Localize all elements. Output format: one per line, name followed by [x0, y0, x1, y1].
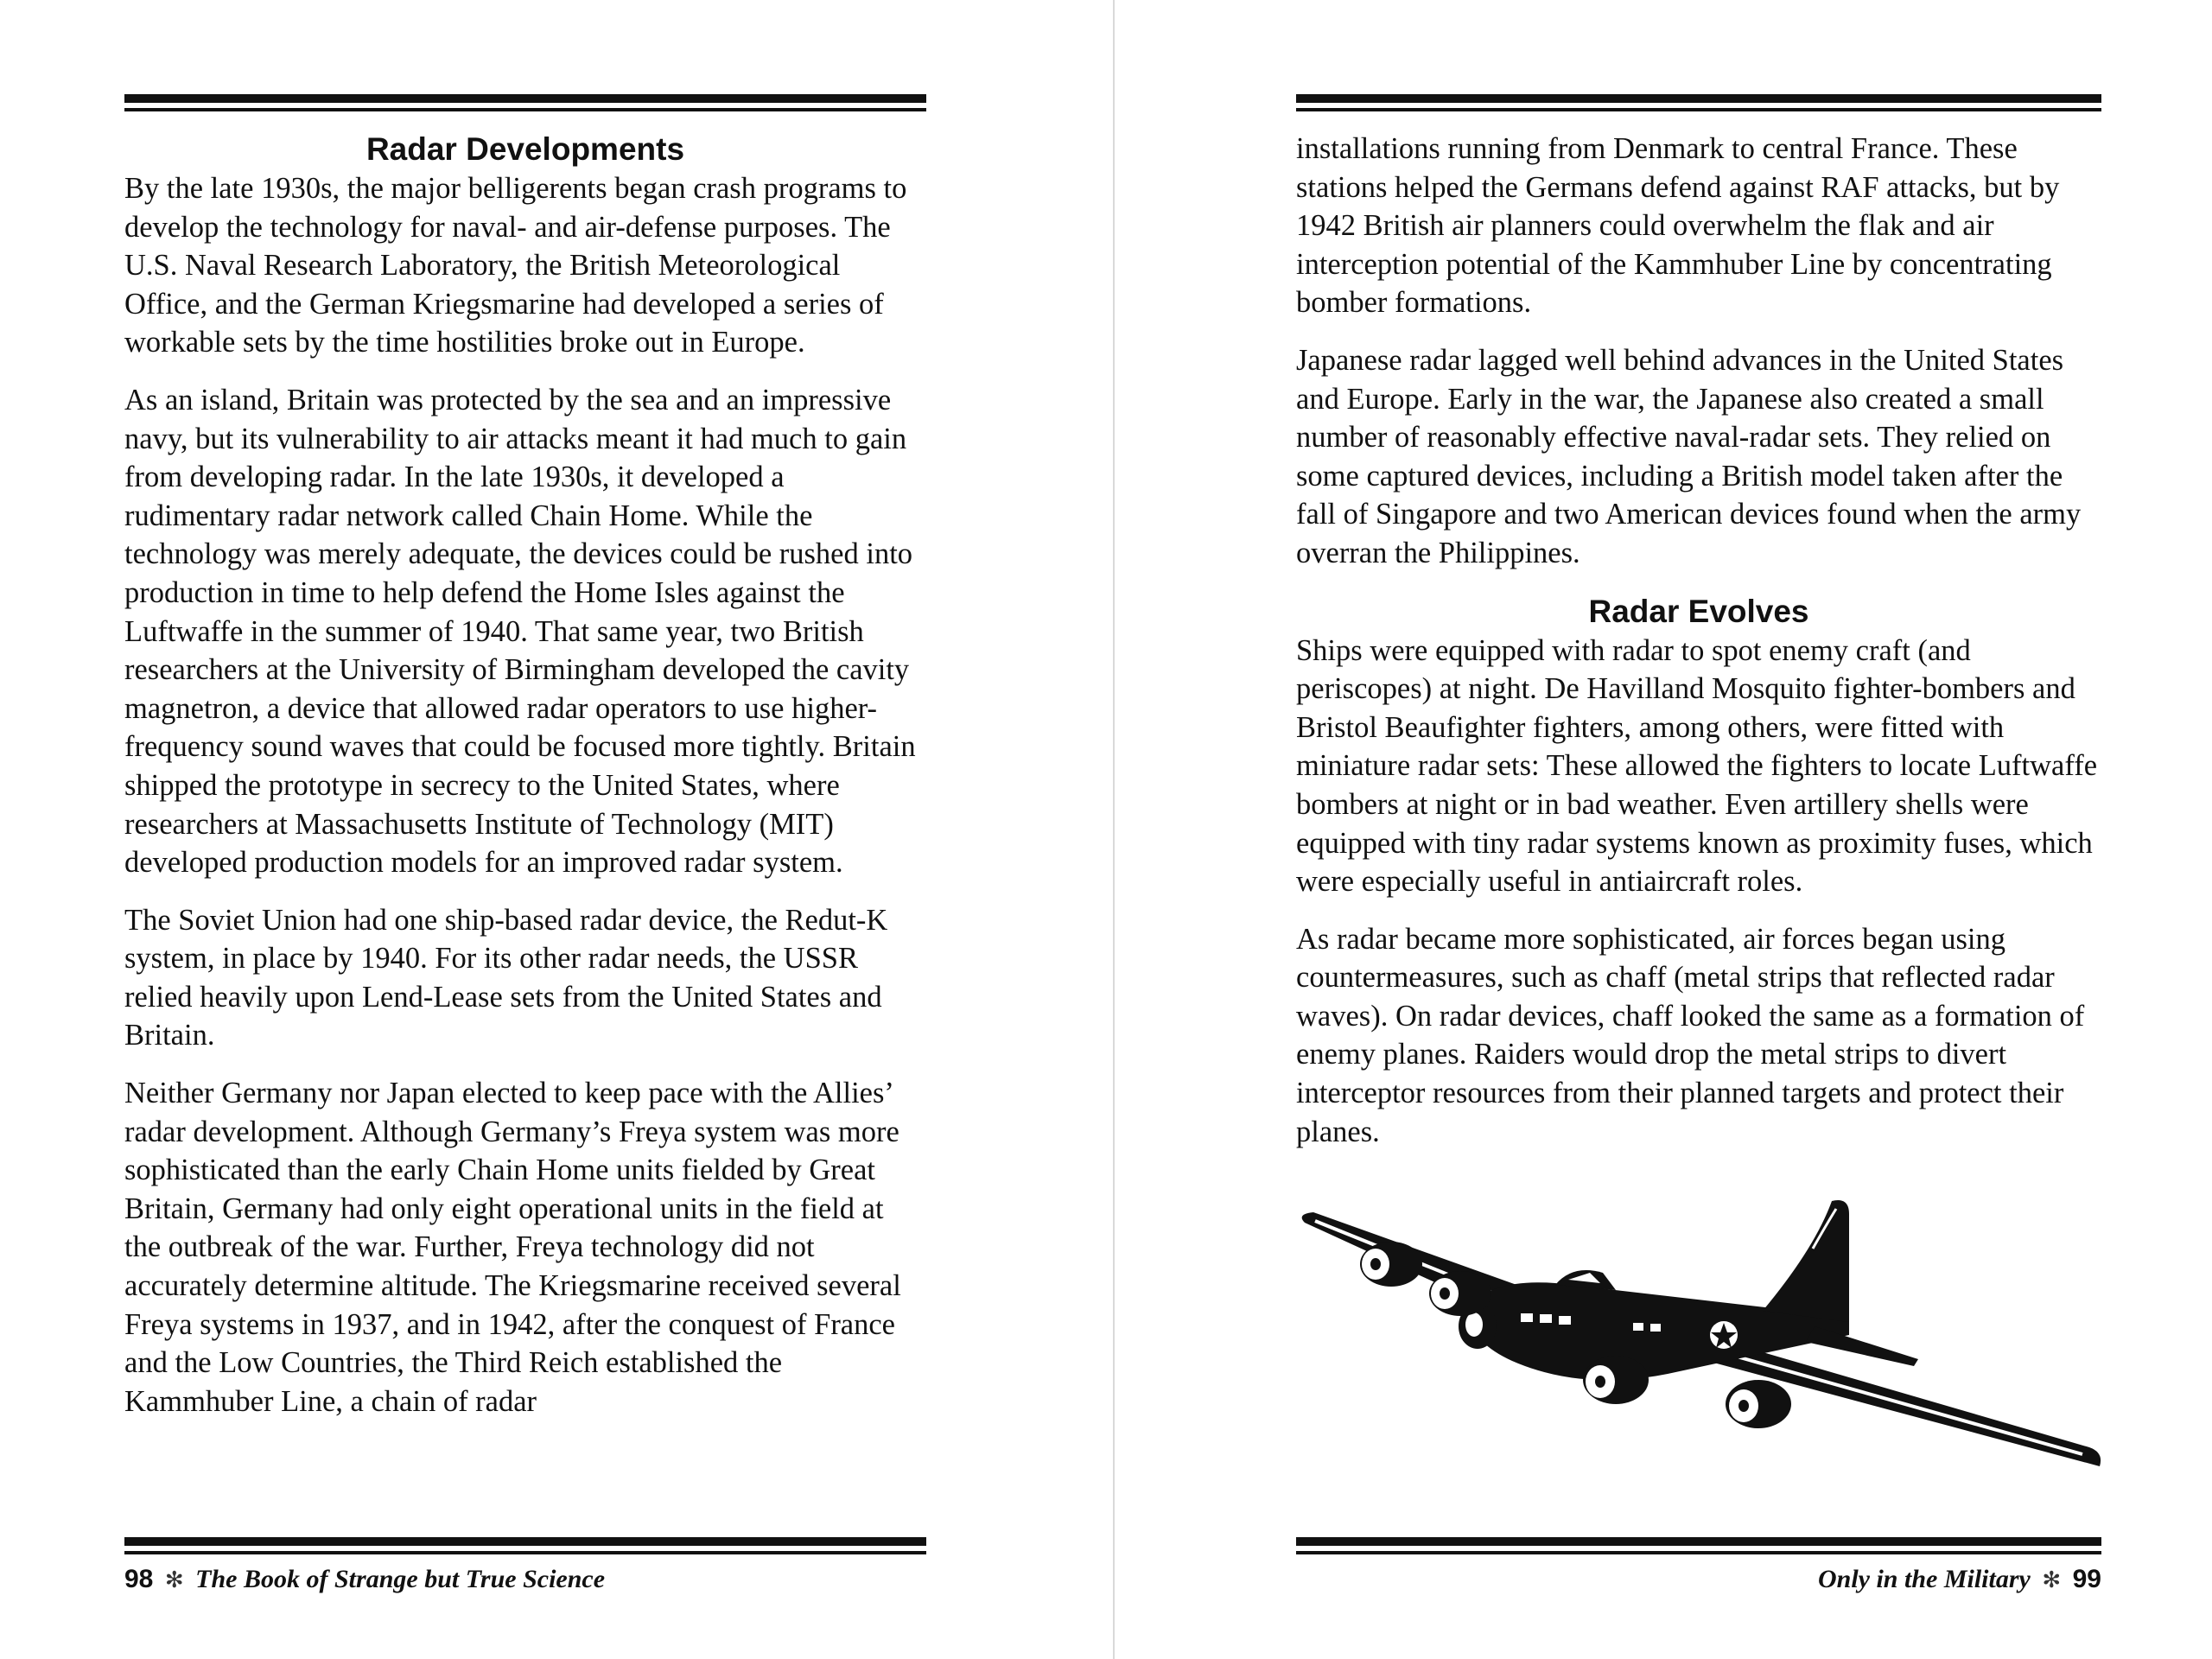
book-title: The Book of Strange but True Science [195, 1565, 606, 1593]
section-heading: Radar Evolves [1588, 593, 1809, 629]
paragraph: As an island, Britain was protected by the sea and an impressive navy, but its vulnerability to air attacks meant it had much to gain from developing radar. In the late 1930s, it developed a rudimentary radar network called Chain Home. While the technology was merely adequate, the devices could be rushed into production in time to help defend the Home Isles against the Luftwaffe in the summer of 1940. That same year, two British researchers at the University of Birmingham developed the cavity magnetron, a device that allowed radar operators to use higher-frequency sound waves that could be focused more tightly. Britain shipped the prototype in secrecy to the United States, where researchers at Massachusetts Institute of Technology (MIT) developed production models for an improved radar system. [124, 383, 916, 880]
paragraph: Japanese radar lagged well behind advances in the United States and Europe. Early in the war, the Japanese also created a small number of reasonably effective naval-radar sets. They relied on some captured devices, including a British model taken after the fall of Singapore and two American devices found when the army overran the Philippines. [1296, 343, 2082, 569]
paragraph: By the late 1930s, the major belligerents began crash programs to develop the technology for naval- and air-defense purposes. The U.S. Naval Research Laboratory, the British Meteorological Office, and the German Kriegsmarine had developed a series of workable sets by the time hostilities broke out in Europe. [124, 172, 907, 359]
chapter-title: Only in the Military [1817, 1565, 2031, 1593]
left-page [124, 0, 926, 1659]
left-page-footer [124, 1562, 926, 1598]
paragraph: installations running from Denmark to central France. These stations helped the Germans defend against RAF attacks, but by 1942 British air planners could overwhelm the flak and air interception potential of the Kammhuber Line by concentrating bomber formations. [1296, 132, 2060, 320]
section-heading: Radar Developments [365, 131, 685, 167]
right-page-footer [1296, 1562, 2101, 1598]
paragraph: The Soviet Union had one ship-based radar device, the Redut-K system, in place by 1940. For its other radar needs, the USSR relied heavily upon Lend-Lease sets from the United States and Britain. [124, 903, 888, 1052]
bomber-aircraft-icon [1296, 1197, 2101, 1473]
right-page [1296, 0, 2101, 1659]
asterism-icon: ✻ [164, 1567, 184, 1592]
paragraph: As radar became more sophisticated, air forces began using countermeasures, such as chaff (metal strips that reflected radar waves). On radar devices, chaff looked the same as a formation of enemy planes. Raiders would drop the metal strips to divert interceptor resources from their planned targets and protect their planes. [1296, 922, 2085, 1148]
paragraph: Ships were equipped with radar to spot enemy craft (and periscopes) at night. De Havilland Mosquito fighter-bombers and Bristol Beaufighter fighters, among others, were fitted with miniature radar sets: These allowed the fighters to locate Luftwaffe bombers at night or in bad weather. Even artillery shells were equipped with tiny radar systems known as proximity fuses, which were especially useful in antiaircraft roles. [1296, 633, 2098, 899]
paragraph: Neither Germany nor Japan elected to keep pace with the Allies’ radar development. Although Germany’s Freya system was more sophisticated than the early Chain Home units fielded by Great Britain, Germany had only eight operational units in the field at the outbreak of the war. Further, Freya technology did not accurately determine altitude. The Kriegsmarine received several Freya systems in 1937, and in 1942, after the conquest of France and the Low Countries, the Third Reich established the Kammhuber Line, a chain of radar [124, 1077, 901, 1418]
left-page-content [124, 130, 926, 1421]
bottom-double-rule [124, 1537, 926, 1554]
page-number: 98 [124, 1565, 154, 1593]
bottom-double-rule [1296, 1537, 2101, 1554]
page-number: 99 [2072, 1565, 2101, 1593]
spread-gutter [1113, 0, 1115, 1659]
top-double-rule [1296, 94, 2101, 111]
asterism-icon: ✻ [2042, 1567, 2062, 1592]
top-double-rule [124, 94, 926, 111]
right-page-content [1296, 130, 2101, 1151]
